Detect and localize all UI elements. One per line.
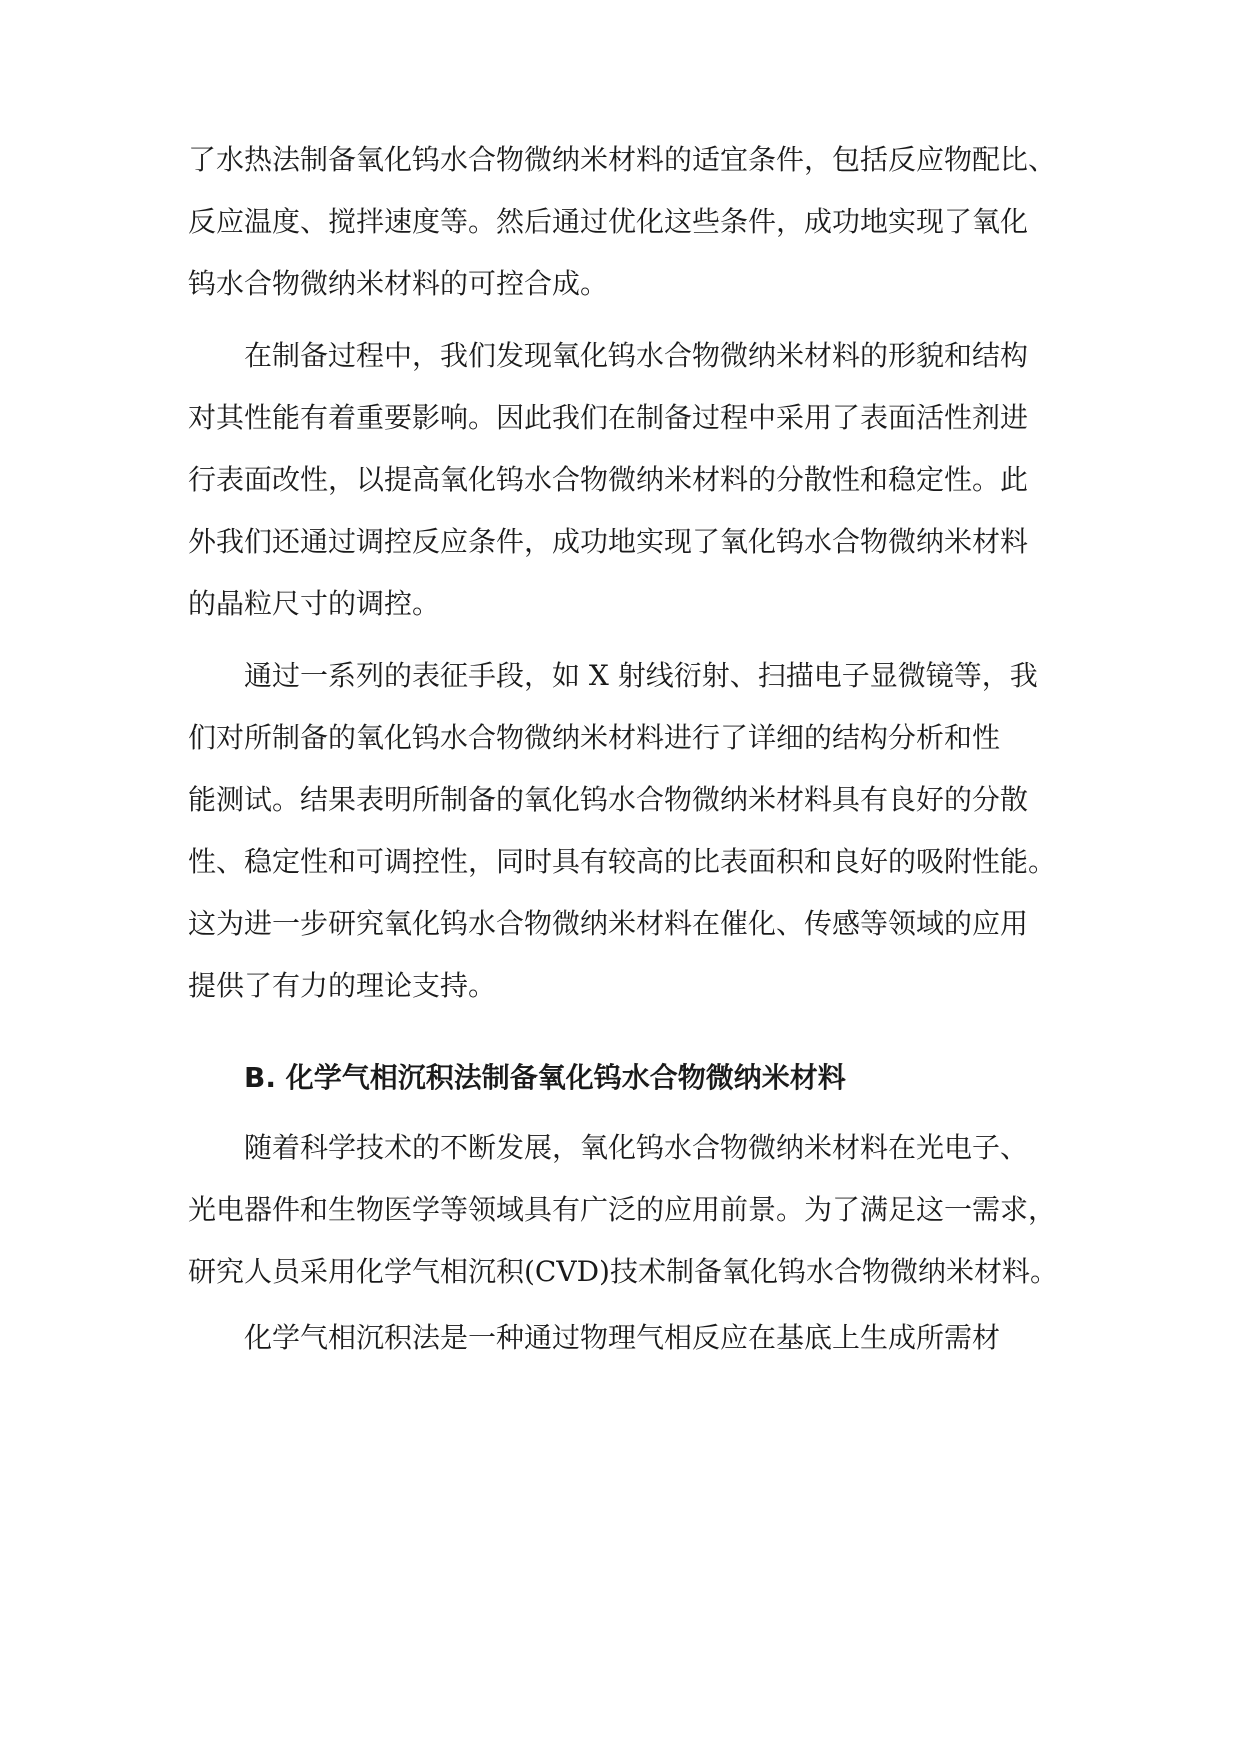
- paragraph-2-line-4: 外我们还通过调控反应条件，成功地实现了氧化钨水合物微纳米材料: [188, 525, 1029, 558]
- paragraph-3-line-1: 通过一系列的表征手段，如 X 射线衍射、扫描电子显微镜等，我: [244, 659, 1038, 692]
- section-paragraph-1-line-1: 随着科学技术的不断发展，氧化钨水合物微纳米材料在光电子、: [244, 1131, 1029, 1164]
- paragraph-3-line-6: 提供了有力的理论支持。: [188, 969, 497, 1002]
- section-paragraph-1-line-2: 光电器件和生物医学等领域具有广泛的应用前景。为了满足这一需求，: [188, 1193, 1057, 1226]
- paragraph-1-line-3: 钨水合物微纳米材料的可控合成。: [188, 267, 609, 300]
- section-paragraph-1-line-3: 研究人员采用化学气相沉积(CVD)技术制备氧化钨水合物微纳米材料。: [188, 1255, 1058, 1288]
- paragraph-3-line-2: 们对所制备的氧化钨水合物微纳米材料进行了详细的结构分析和性: [188, 721, 1001, 754]
- paragraph-2-line-1: 在制备过程中，我们发现氧化钨水合物微纳米材料的形貌和结构: [244, 339, 1029, 372]
- paragraph-3-line-5: 这为进一步研究氧化钨水合物微纳米材料在催化、传感等领域的应用: [188, 907, 1029, 940]
- section-heading: B. 化学气相沉积法制备氧化钨水合物微纳米材料: [244, 1061, 846, 1094]
- paragraph-3-line-3: 能测试。结果表明所制备的氧化钨水合物微纳米材料具有良好的分散: [188, 783, 1029, 816]
- paragraph-2-line-5: 的晶粒尺寸的调控。: [188, 587, 441, 620]
- paragraph-2-line-2: 对其性能有着重要影响。因此我们在制备过程中采用了表面活性剂进: [188, 401, 1029, 434]
- section-paragraph-2-line-1: 化学气相沉积法是一种通过物理气相反应在基底上生成所需材: [244, 1321, 1001, 1354]
- paragraph-1-line-2: 反应温度、搅拌速度等。然后通过优化这些条件，成功地实现了氧化: [188, 205, 1029, 238]
- paragraph-2-line-3: 行表面改性，以提高氧化钨水合物微纳米材料的分散性和稳定性。此: [188, 463, 1029, 496]
- paragraph-3-line-4: 性、稳定性和可调控性，同时具有较高的比表面积和良好的吸附性能。: [188, 845, 1057, 878]
- paragraph-1-line-1: 了水热法制备氧化钨水合物微纳米材料的适宜条件，包括反应物配比、: [188, 143, 1057, 176]
